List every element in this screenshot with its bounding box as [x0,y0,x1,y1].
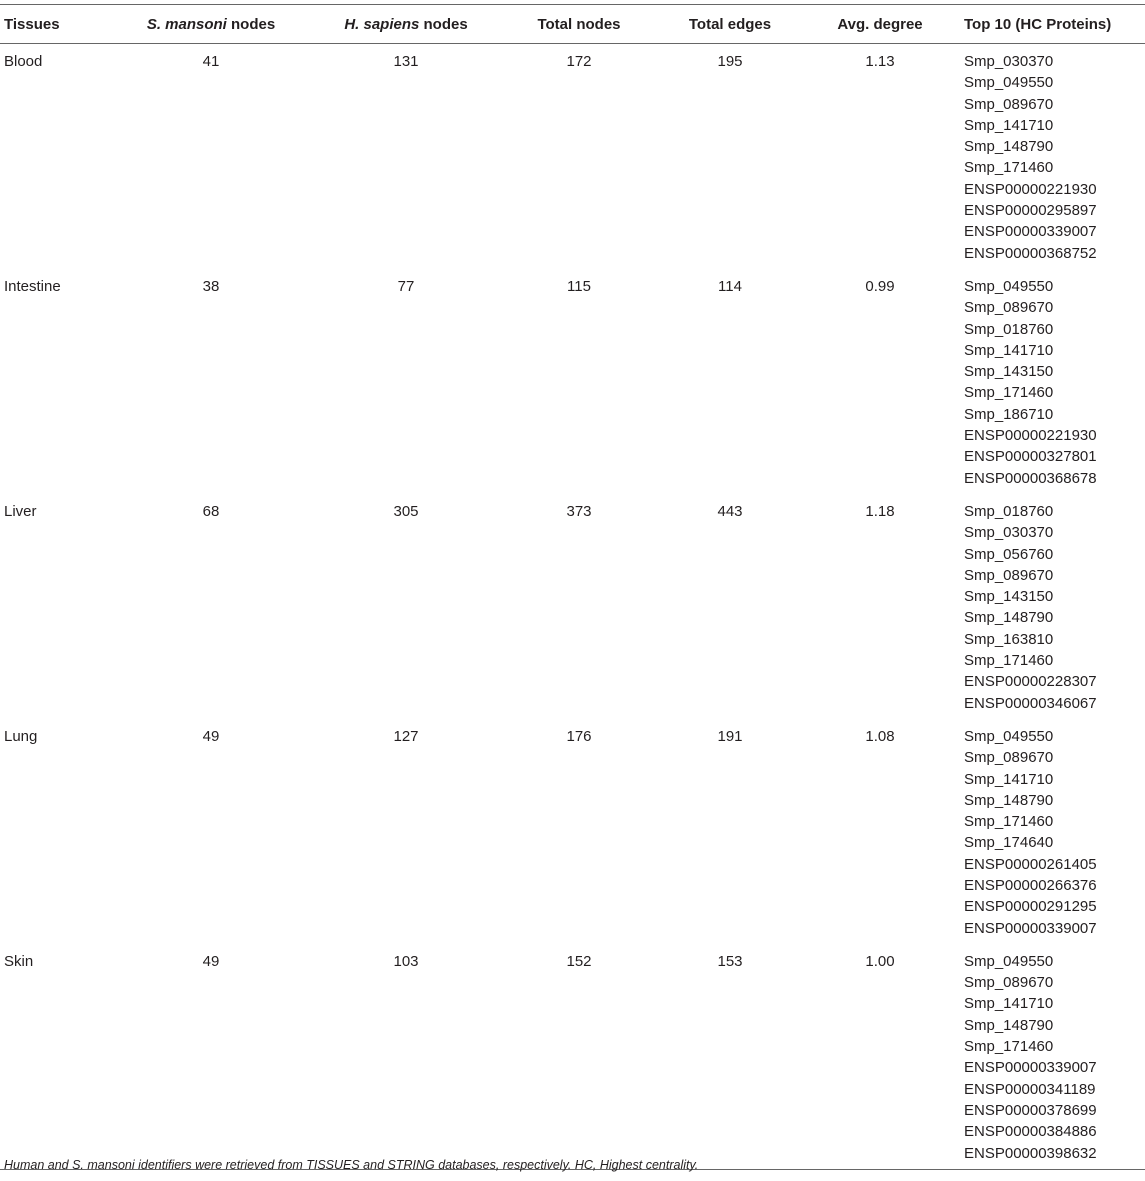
protein-id: Smp_148790 [964,791,1054,809]
table-row [0,494,1145,719]
table-row [0,944,1145,1169]
cell-sm-nodes: 49 [108,944,314,1169]
cell-total-edges: 191 [717,727,743,745]
protein-id: Smp_141710 [964,770,1054,788]
protein-id: Smp_141710 [964,116,1054,134]
cell-tissue: Lung [4,727,38,745]
cell-hs-nodes: 77 [397,277,415,295]
protein-id: Smp_141710 [964,995,1054,1013]
protein-id: ENSP00000327801 [964,448,1097,466]
protein-id: Smp_186710 [964,405,1054,423]
protein-id: Smp_143150 [964,363,1054,381]
protein-id: Smp_018760 [964,502,1054,520]
protein-id: ENSP00000339007 [964,1059,1097,1077]
protein-id: Smp_030370 [964,53,1054,70]
protein-id: Smp_171460 [964,159,1054,177]
protein-id: Smp_049550 [964,952,1054,970]
protein-id: ENSP00000368678 [964,469,1097,487]
protein-id: Smp_056760 [964,545,1054,563]
cell-avg-degree: 0.99 [865,277,895,295]
header-total-nodes: Total nodes [498,5,660,44]
protein-id: Smp_018760 [964,320,1054,338]
header-avg-degree: Avg. degree [800,5,960,44]
cell-hs-nodes: 127 [393,727,419,745]
protein-id: Smp_171460 [964,384,1054,402]
protein-id: ENSP00000346067 [964,694,1097,712]
header-total-edges: Total edges [660,5,800,44]
protein-id: Smp_049550 [964,277,1054,295]
cell-total-nodes: 373 [566,502,592,520]
protein-id: Smp_089670 [964,749,1054,767]
protein-id: Smp_089670 [964,299,1054,317]
cell-hs-nodes: 305 [393,502,419,520]
cell-total-nodes: 115 [567,277,591,295]
cell-tissue: Skin [0,944,108,1169]
cell-proteins [960,269,1145,494]
protein-id: Smp_171460 [964,1038,1054,1056]
protein-id: Smp_030370 [964,524,1054,542]
table-row [0,44,1145,269]
cell-tissue: Blood [4,53,43,70]
table-row [0,269,1145,494]
cell-avg-degree: 1.18 [865,502,895,520]
protein-id: ENSP00000221930 [964,427,1097,445]
header-hs-nodes: H. sapiens nodes [314,5,498,44]
protein-id: Smp_089670 [964,566,1054,584]
protein-id: Smp_143150 [964,588,1054,606]
cell-proteins [960,944,1145,1169]
protein-id: ENSP00000228307 [964,673,1097,691]
cell-tissue: Intestine [4,277,61,295]
cell-total-edges: 443 [717,502,743,520]
cell-total-nodes: 176 [566,727,592,745]
protein-id: Smp_163810 [964,630,1054,648]
cell-total-edges: 114 [718,277,742,295]
protein-id: Smp_171460 [964,652,1054,670]
cell-sm-nodes: 68 [202,502,220,520]
protein-id: ENSP00000295897 [964,202,1097,220]
cell-proteins [960,44,1145,269]
protein-id: ENSP00000378699 [964,1101,1097,1119]
tissue-network-table [0,4,1145,1170]
protein-id: ENSP00000398632 [964,1144,1097,1162]
cell-hs-nodes: 131 [393,53,419,70]
cell-avg-degree: 1.00 [800,944,960,1169]
cell-proteins [960,719,1145,944]
protein-id: ENSP00000368752 [964,244,1097,262]
protein-id: ENSP00000339007 [964,223,1097,241]
cell-sm-nodes: 49 [202,727,220,745]
cell-tissue: Liver [4,502,37,520]
protein-id: Smp_148790 [964,1016,1054,1034]
header-tissues: Tissues [0,5,108,44]
header-top10: Top 10 (HC Proteins) [960,5,1145,44]
table-row [0,719,1145,944]
cell-total-nodes: 172 [566,53,592,70]
protein-id: Smp_089670 [964,974,1054,992]
cell-total-edges: 153 [660,944,800,1169]
cell-proteins [960,494,1145,719]
protein-id: ENSP00000384886 [964,1123,1097,1141]
protein-id: Smp_049550 [964,727,1054,745]
protein-id: Smp_141710 [964,341,1054,359]
protein-id: ENSP00000339007 [964,919,1097,937]
cell-sm-nodes: 41 [202,53,220,70]
protein-id: Smp_148790 [964,609,1054,627]
cell-sm-nodes: 38 [202,277,220,295]
protein-id: ENSP00000261405 [964,855,1097,873]
protein-id: Smp_171460 [964,813,1054,831]
protein-id: Smp_174640 [964,834,1054,852]
cell-avg-degree: 1.08 [865,727,895,745]
cell-hs-nodes: 103 [314,944,498,1169]
header-row [0,5,1145,44]
table-footnote: Human and S. mansoni identifiers were retrieved from TISSUES and STRING databases, respectively. HC, Highest centrality. [4,1158,699,1172]
protein-id: Smp_089670 [964,95,1054,113]
protein-id: ENSP00000266376 [964,876,1097,894]
protein-id: ENSP00000291295 [964,898,1097,916]
table-body [0,44,1145,1170]
protein-id: Smp_049550 [964,74,1054,92]
cell-total-edges: 195 [717,53,743,70]
protein-id: ENSP00000341189 [964,1080,1096,1098]
protein-id: Smp_148790 [964,138,1054,156]
table-header [0,5,1145,44]
protein-id: ENSP00000221930 [964,180,1097,198]
cell-total-nodes: 152 [498,944,660,1169]
cell-avg-degree: 1.13 [865,53,895,70]
header-sm-nodes: S. mansoni nodes [108,5,314,44]
